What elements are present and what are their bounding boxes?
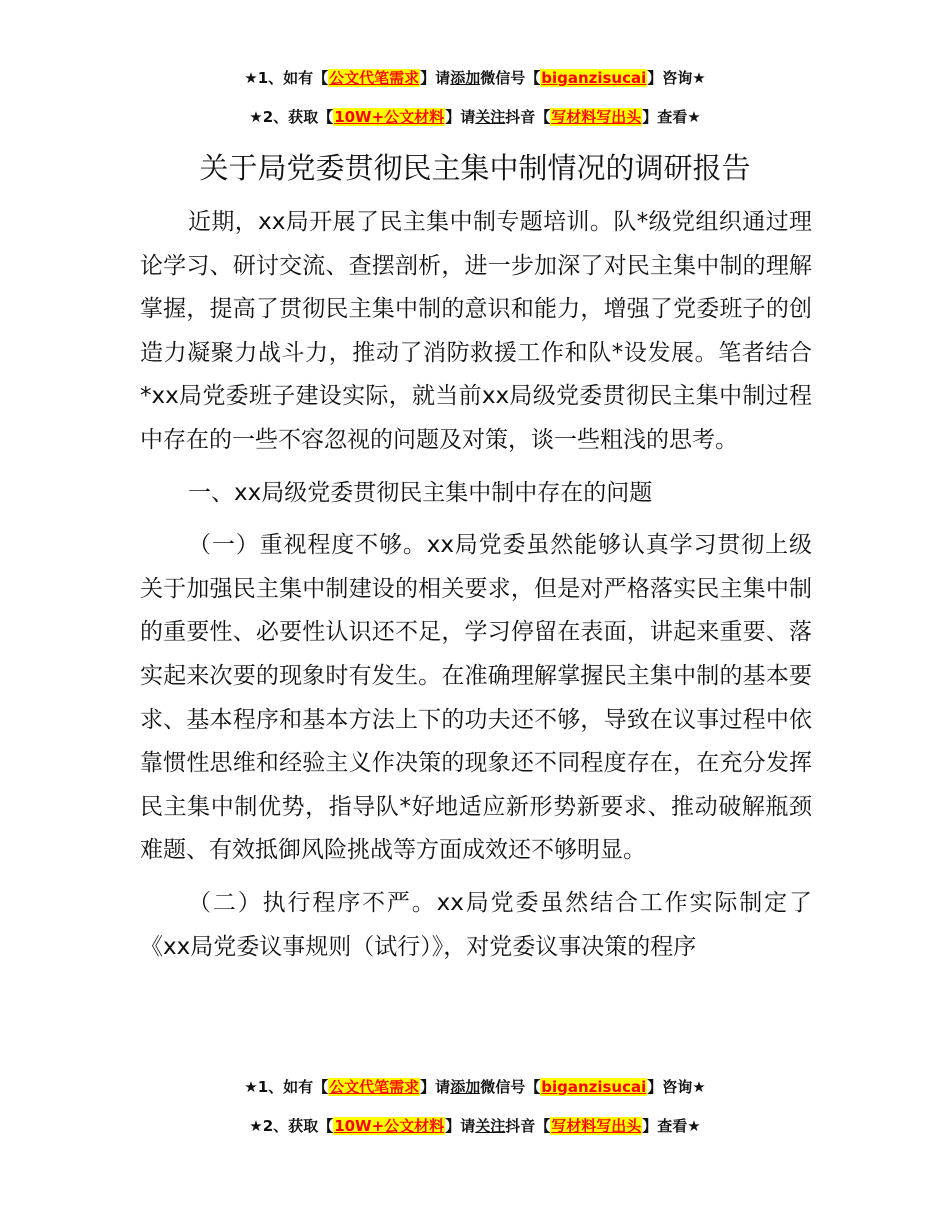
promo-banner-bottom-line2	[0, 1116, 950, 1136]
banner-text: ★1、如有【	[244, 69, 329, 87]
banner-text: 】咨询★	[647, 1078, 706, 1096]
banner-text: 微信号【	[480, 1078, 541, 1096]
banner-text: ★2、获取【	[249, 108, 334, 126]
banner-text: 】请	[445, 1117, 476, 1135]
wechat-id-highlight: biganzisucai	[541, 1078, 647, 1096]
douyin-id-highlight: 写材料写出头	[551, 108, 642, 126]
banner-highlight: 10W+公文材料	[334, 108, 445, 126]
banner-text: 】请	[420, 69, 451, 87]
banner-text: 微信号【	[480, 69, 541, 87]
banner-text: ★2、获取【	[249, 1117, 334, 1135]
banner-highlight: 公文代笔需求	[329, 69, 420, 87]
banner-highlight: 10W+公文材料	[334, 1117, 445, 1135]
banner-highlight: 公文代笔需求	[329, 1078, 420, 1096]
section-heading: 一、xx局级党委贯彻民主集中制中存在的问题	[188, 479, 653, 506]
subsection-paragraph: （一）重视程度不够。xx局党委虽然能够认真学习贯彻上级关于加强民主集中制建设的相关要求，但是对严格落实民主集中制的重要性、必要性认识还不足，学习停留在表面，讲起来重要、落实起来次要的现象时有发生。在准确理解掌握民主集中制的基本要求、基本程序和基本方法上下的功夫还不够，导致在议事过程中依靠惯性思维和经验主义作决策的现象还不同程度存在，在充分发挥民主集中制优势，指导队*好地适应新形势新要求、推动破解瓶颈难题、有效抵御风险挑战等方面成效还不够明显。	[140, 532, 812, 864]
banner-text: 】咨询★	[647, 69, 706, 87]
banner-underlined-text: 关注	[475, 1117, 506, 1135]
banner-text: 抖音【	[505, 108, 551, 126]
douyin-id-highlight: 写材料写出头	[551, 1117, 642, 1135]
promo-banner-bottom-line1	[0, 1077, 950, 1097]
banner-text: 】请	[420, 1078, 451, 1096]
banner-underlined-text: 添加	[450, 1078, 481, 1096]
banner-text: 抖音【	[505, 1117, 551, 1135]
subsection-paragraph: （二）执行程序不严。xx局党委虽然结合工作实际制定了《xx局党委议事规则（试行）》，对党委议事决策的程序	[140, 889, 812, 960]
document-body	[140, 201, 812, 969]
banner-text: 】查看★	[642, 108, 701, 126]
banner-underlined-text: 添加	[450, 69, 481, 87]
document-title: 关于局党委贯彻民主集中制情况的调研报告	[199, 151, 751, 185]
promo-banner-top-line1	[0, 68, 950, 88]
promo-banner-top-line2	[0, 107, 950, 127]
wechat-id-highlight: biganzisucai	[541, 69, 647, 87]
banner-text: 】查看★	[642, 1117, 701, 1135]
banner-text: 】请	[445, 108, 476, 126]
banner-underlined-text: 关注	[475, 108, 506, 126]
intro-paragraph: 近期，xx局开展了民主集中制专题培训。队*级党组织通过理论学习、研讨交流、查摆剖析，进一步加深了对民主集中制的理解掌握，提高了贯彻民主集中制的意识和能力，增强了党委班子的创造力凝聚力战斗力，推动了消防救援工作和队*设发展。笔者结合*xx局党委班子建设实际，就当前xx局级党委贯彻民主集中制过程中存在的一些不容忽视的问题及对策，谈一些粗浅的思考。	[140, 209, 812, 453]
banner-text: ★1、如有【	[244, 1078, 329, 1096]
